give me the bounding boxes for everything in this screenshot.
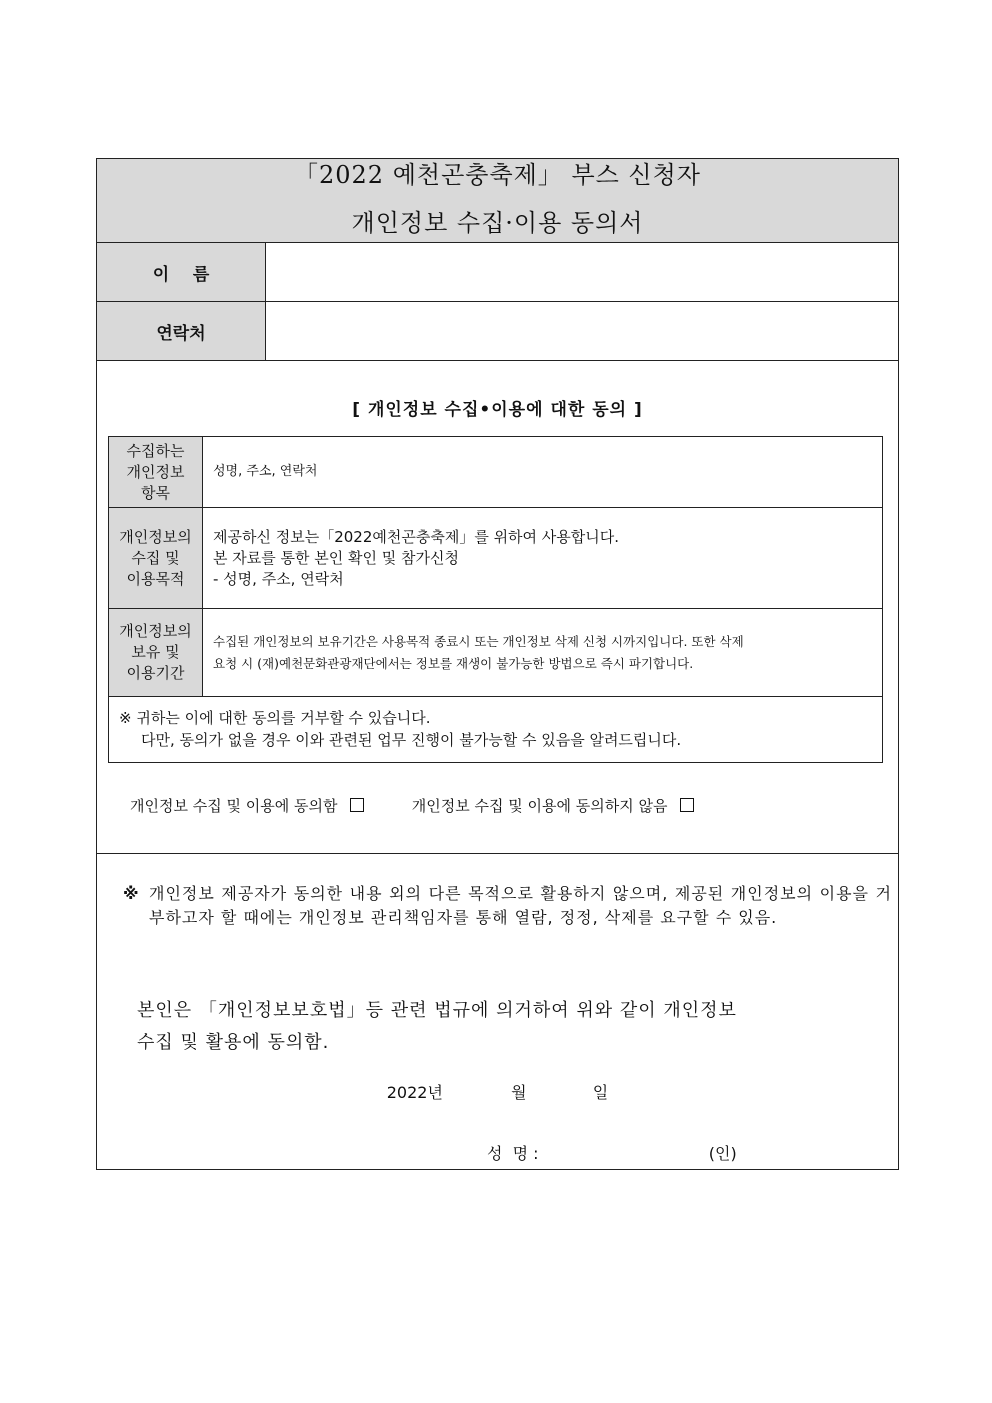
table-row <box>109 508 882 609</box>
label-line: 개인정보의 <box>119 527 192 546</box>
disagree-label: 개인정보 수집 및 이용에 동의하지 않음 <box>411 797 668 815</box>
row-label-items <box>109 437 203 507</box>
form-title-block <box>97 159 898 243</box>
refusal-note <box>119 707 874 751</box>
label-line: 보유 및 <box>131 643 180 661</box>
signature-line <box>487 1141 898 1164</box>
label-line: 개인정보의 <box>119 622 192 640</box>
pledge-line: 수집 및 활용에 동의함. <box>137 1032 330 1053</box>
note-line: 다만, 동의가 없을 경우 이와 관련된 업무 진행이 불가능할 수 있음을 알려드립니다. <box>141 731 682 749</box>
usage-notice <box>123 882 892 930</box>
row-content-items <box>213 437 874 507</box>
name-field[interactable] <box>266 243 898 301</box>
form-title-line2: 개인정보 수집·이용 동의서 <box>351 209 644 237</box>
content-line: 성명, 주소, 연락처 <box>213 464 318 479</box>
label-line: 이용기간 <box>126 664 185 682</box>
row-content-retention <box>213 609 874 696</box>
content-line: 본 자료를 통한 본인 확인 및 참가신청 <box>213 548 459 567</box>
name-label: 이 름 <box>97 243 266 301</box>
date-day: 일 <box>592 1083 609 1102</box>
consent-form <box>96 158 899 1170</box>
pledge-line: 본인은 「개인정보보호법」등 관련 법규에 의거하여 위와 같이 개인정보 <box>137 1000 737 1021</box>
signature-label: 성 명 : <box>487 1144 539 1163</box>
row-content-purpose <box>213 508 874 608</box>
consent-details-table <box>108 436 883 763</box>
label-line: 이용목적 <box>126 569 185 588</box>
date-month: 월 <box>511 1083 527 1102</box>
agree-label: 개인정보 수집 및 이용에 동의함 <box>130 797 338 815</box>
contact-label: 연락처 <box>97 302 266 360</box>
table-row <box>109 437 882 508</box>
disagree-checkbox[interactable] <box>680 798 694 812</box>
content-line: 수집된 개인정보의 보유기간은 사용목적 종료시 또는 개인정보 삭제 신청 시까지입니다. 또한 삭제 <box>213 633 744 649</box>
consent-heading: [ 개인정보 수집•이용에 대한 동의 ] <box>352 400 643 420</box>
content-line: 요청 시 (재)예천문화관광재단에서는 정보를 재생이 불가능한 방법으로 즉시 파기합니다. <box>213 655 694 671</box>
consent-checkboxes <box>130 795 898 816</box>
label-line: 수집 및 <box>131 548 180 567</box>
content-line: 제공하신 정보는「2022예천곤충축제」를 위하여 사용합니다. <box>213 527 620 546</box>
row-label-retention <box>109 609 203 696</box>
date-year: 2022년 <box>386 1083 443 1102</box>
label-line: 수집하는 <box>126 441 185 460</box>
consent-pledge <box>137 995 838 1059</box>
seal-label: (인) <box>708 1144 737 1163</box>
section-divider <box>97 853 898 854</box>
agree-checkbox[interactable] <box>350 798 364 812</box>
content-line: - 성명, 주소, 연락처 <box>213 569 344 588</box>
date-line <box>97 1080 898 1103</box>
notice-text: 개인정보 제공자가 동의한 내용 외의 다른 목적으로 활용하지 않으며, 제공된 개인정보의 이용을 거부하고자 할 때에는 개인정보 관리책임자를 통해 열람, 정정, 삭제를 요구할 수 있음. <box>149 884 892 927</box>
contact-field[interactable] <box>266 302 898 360</box>
name-row <box>97 243 898 302</box>
label-line: 항목 <box>141 483 170 502</box>
note-line: ※ 귀하는 이에 대한 동의를 거부할 수 있습니다. <box>119 709 431 727</box>
reference-mark-icon: ※ <box>123 884 139 903</box>
row-label-purpose <box>109 508 203 608</box>
form-title-line1: 「2022 예천곤충축제」 부스 신청자 <box>294 161 701 189</box>
table-row <box>109 609 882 697</box>
contact-row <box>97 302 898 361</box>
label-line: 개인정보 <box>126 462 185 481</box>
